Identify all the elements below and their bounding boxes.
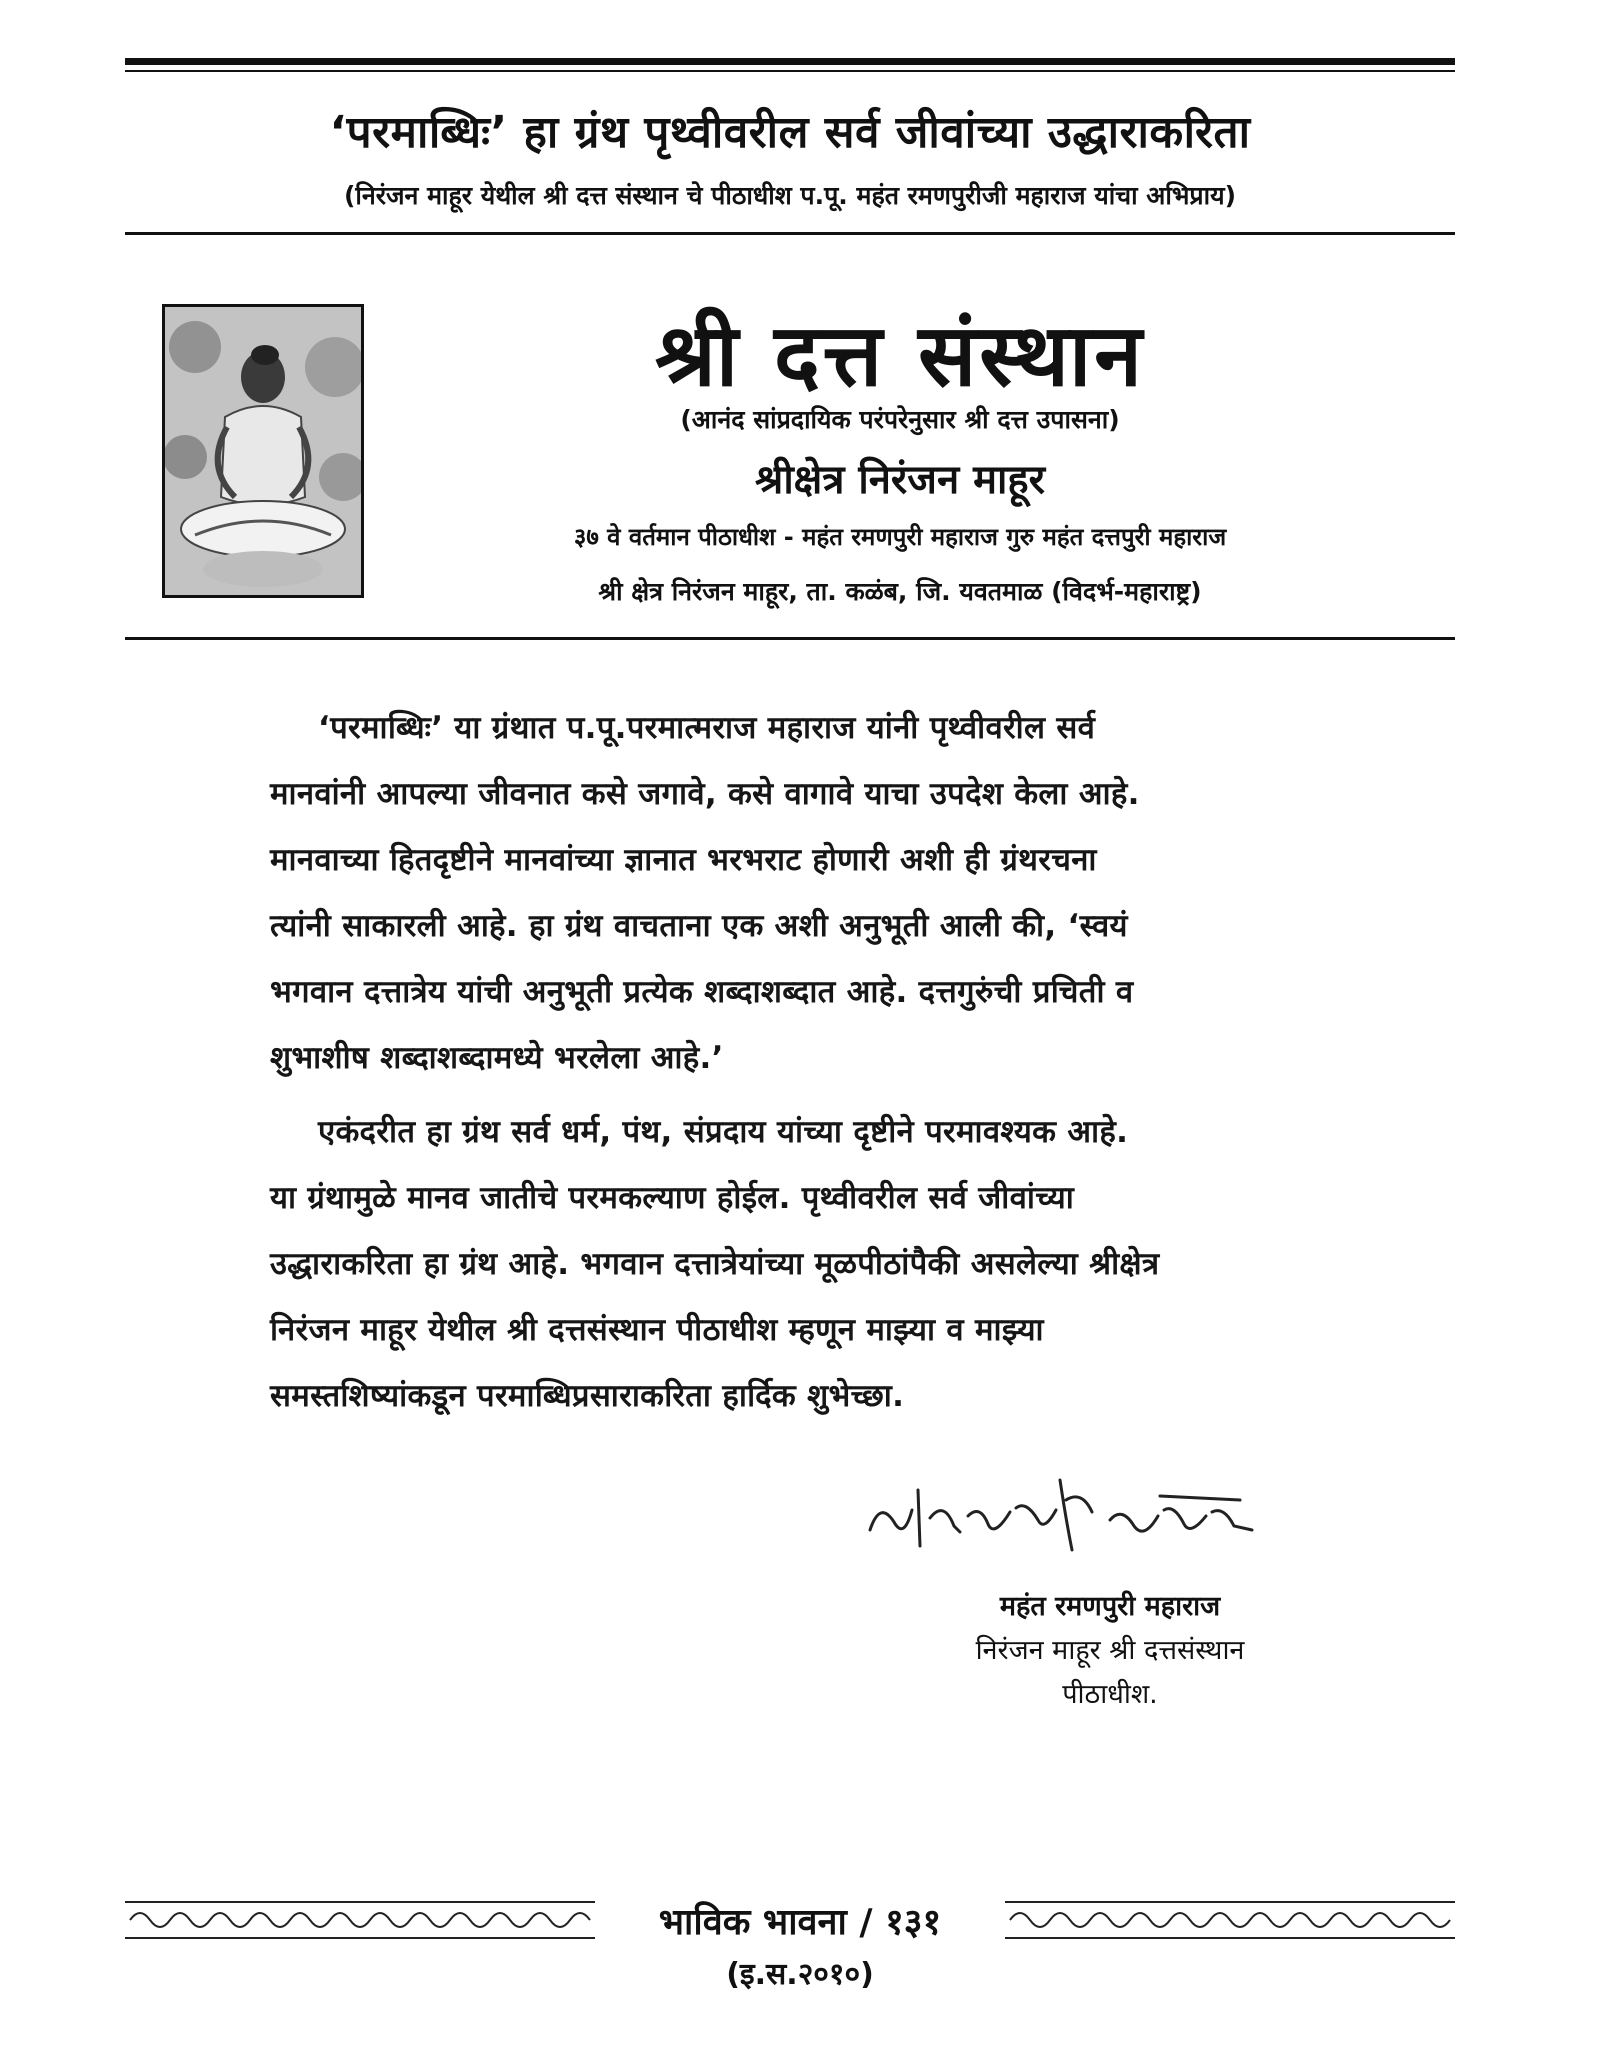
footer-book-title: भाविक भावना / १३१	[658, 1902, 942, 1943]
top-double-rule-thin	[125, 70, 1455, 72]
body-line: निरंजन माहूर येथील श्री दत्तसंस्थान पीठाधीश म्हणून माझ्या व माझ्या	[270, 1312, 1044, 1348]
body-line: समस्तशिष्यांकडून परमाब्धिप्रसाराकरिता हार्दिक शुभेच्छा.	[270, 1378, 905, 1414]
page-subtitle: (निरंजन माहूर येथील श्री दत्त संस्थान चे पीठाधीश प.पू. महंत रमणपुरीजी महाराज यांचा अभिप्राय)	[343, 181, 1237, 210]
top-double-rule-thick	[125, 58, 1455, 65]
body-line: या ग्रंथामुळे मानव जातीचे परमकल्याण होईल. पृथ्वीवरील सर्व जीवांच्या	[270, 1180, 1075, 1216]
letterhead-divider	[125, 637, 1455, 640]
address-line: श्री क्षेत्र निरंजन माहूर, ता. कळंब, जि. यवतमाळ (विदर्भ-महाराष्ट्र)	[598, 577, 1202, 606]
body-line: ‘परमाब्धिः’ या ग्रंथात प.पू.परमात्मराज महाराज यांनी पृथ्वीवरील सर्व	[318, 710, 1096, 746]
body-line: त्यांनी साकारली आहे. हा ग्रंथ वाचताना एक अशी अनुभूती आली की, ‘स्वयं	[270, 908, 1128, 944]
signatory-name: महंत रमणपुरी महाराज	[999, 1591, 1221, 1622]
kshetra-name: श्रीक्षेत्र निरंजन माहूर	[755, 457, 1045, 503]
body-line: भगवान दत्तात्रेय यांची अनुभूती प्रत्येक शब्दाशब्दात आहे. दत्तगुरुंची प्रचिती व	[270, 974, 1134, 1010]
institute-name: श्री दत्त संस्थान	[655, 305, 1145, 406]
body-line: मानवाच्या हितदृष्टीने मानवांच्या ज्ञानात भरभराट होणारी अशी ही ग्रंथरचना	[270, 842, 1097, 878]
handwritten-signature	[860, 1460, 1300, 1570]
signatory-institute: निरंजन माहूर श्री दत्तसंस्थान	[975, 1635, 1245, 1666]
body-line: शुभाशीष शब्दाशब्दामध्ये भरलेला आहे.’	[270, 1040, 724, 1076]
body-line: उद्धाराकरिता हा ग्रंथ आहे. भगवान दत्तात्रेयांच्या मूळपीठांपैकी असलेल्या श्रीक्षेत्र	[270, 1246, 1160, 1282]
tradition-line: (आनंद सांप्रदायिक परंपरेनुसार श्री दत्त उपासना)	[680, 405, 1120, 434]
page-title: ‘परमाब्धिः’ हा ग्रंथ पृथ्वीवरील सर्व जीवांच्या उद्धाराकरिता	[329, 107, 1251, 158]
body-line: एकंदरीत हा ग्रंथ सर्व धर्म, पंथ, संप्रदाय यांच्या दृष्टीने परमावश्यक आहे.	[318, 1114, 1129, 1150]
header-divider	[125, 232, 1455, 235]
footer-ornament-right	[1005, 1898, 1455, 1942]
signatory-title: पीठाधीश.	[1062, 1679, 1158, 1710]
footer-year: (इ.स.२०१०)	[726, 1957, 874, 1992]
footer-ornament-left	[125, 1898, 595, 1942]
portrait-photo	[162, 304, 364, 598]
lineage-line: ३७ वे वर्तमान पीठाधीश - महंत रमणपुरी महाराज गुरु महंत दत्तपुरी महाराज	[573, 523, 1227, 551]
body-line: मानवांनी आपल्या जीवनात कसे जगावे, कसे वागावे याचा उपदेश केला आहे.	[270, 776, 1140, 812]
meditating-figure-image	[165, 307, 361, 595]
